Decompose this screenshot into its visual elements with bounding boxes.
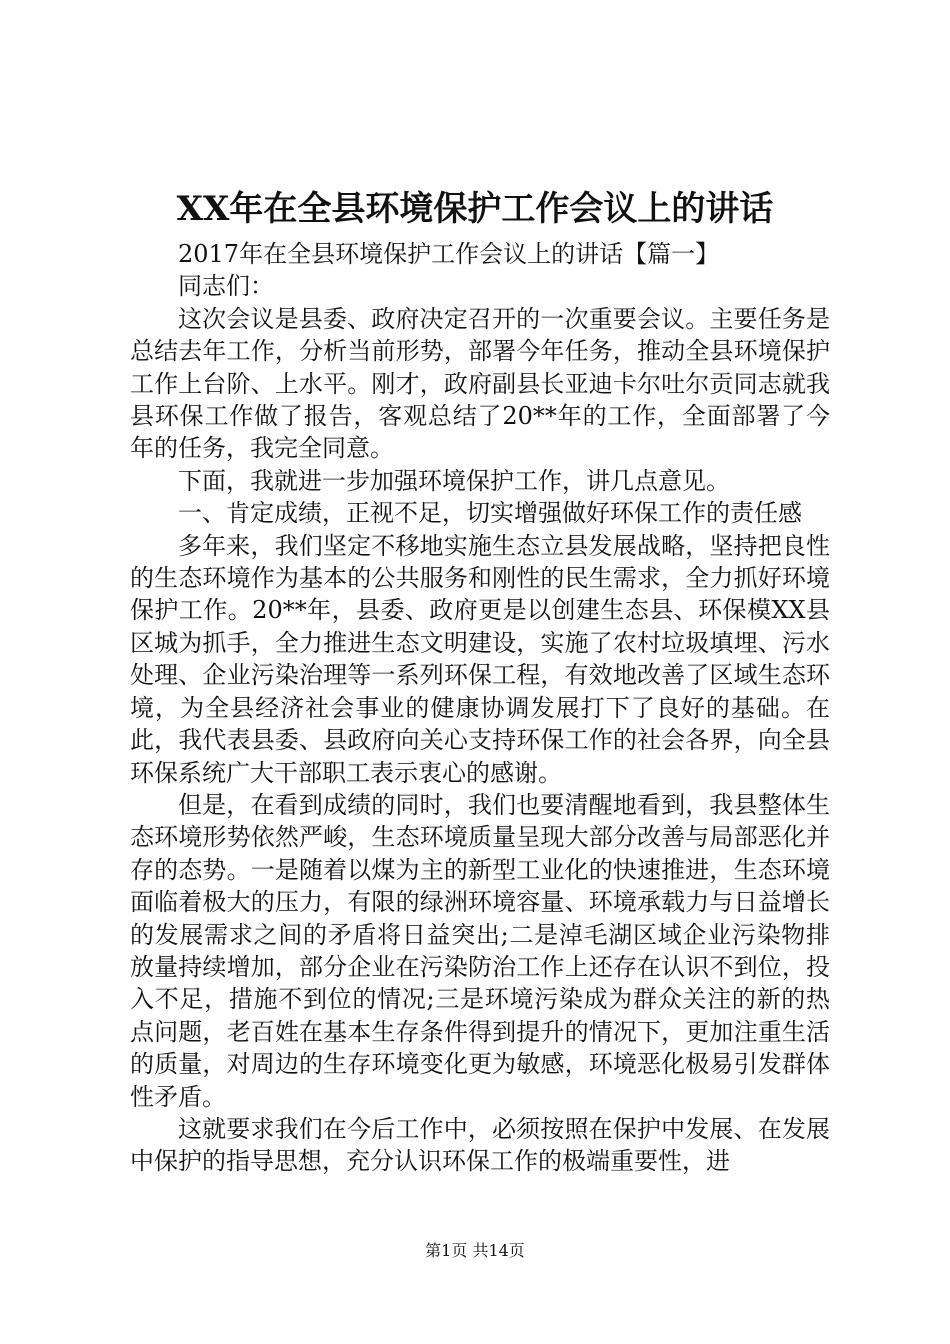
page-footer: 第1页 共14页: [425, 1241, 525, 1260]
paragraph: 这次会议是县委、政府决定召开的一次重要会议。主要任务是总结去年工作，分析当前形势，部署今年任务，推动全县环境保护工作上台阶、上水平。刚才，政府副县长亚迪卡尔吐尔贡同志就我县环保工作做了报告，客观总结了20**年的工作，全面部署了今年的任务，我完全同意。: [130, 304, 830, 463]
paragraph: 下面，我就进一步加强环境保护工作，讲几点意见。: [178, 466, 730, 495]
subheading: 一、肯定成绩，正视不足，切实增强做好环保工作的责任感: [178, 499, 802, 528]
paragraph: 多年来，我们坚定不移地实施生态立县发展战略，坚持把良性的生态环境作为基本的公共服务和刚性的民生需求，全力抓好环境保护工作。20**年，县委、政府更是以创建生态县、环保模XX县区城为抓手，全力推进生态文明建设，实施了农村垃圾填埋、污水处理、企业污染治理等一系列环保工程，有效地改善了区域生态环境，为全县经济社会事业的健康协调发展打下了良好的基础。在此，我代表县委、县政府向关心支持环保工作的社会各界，向全县环保系统广大干部职工表示衷心的感谢。: [130, 531, 830, 787]
salutation: 同志们：: [178, 272, 274, 301]
paragraph: 这就要求我们在今后工作中，必须按照在保护中发展、在发展中保护的指导思想，充分认识环保工作的极端重要性，进: [130, 1114, 830, 1176]
document-body: [130, 238, 830, 1178]
section-heading: 2017年在全县环境保护工作会议上的讲话【篇一】: [178, 240, 720, 268]
document-title: XX年在全县环境保护工作会议上的讲话: [176, 189, 774, 229]
paragraph: 但是，在看到成绩的同时，我们也要清醒地看到，我县整体生态环境形势依然严峻，生态环境质量呈现大部分改善与局部恶化并存的态势。一是随着以煤为主的新型工业化的快速推进，生态环境面临着极大的压力，有限的绿洲环境容量、环境承载力与日益增长的发展需求之间的矛盾将日益突出;二是淖毛湖区域企业污染物排放量持续增加，部分企业在污染防治工作上还存在认识不到位，投入不足，措施不到位的情况;三是环境污染成为群众关注的新的热点问题，老百姓在基本生存条件得到提升的情况下，更加注重生活的质量，对周边的生存环境变化更为敏感，环境恶化极易引发群体性矛盾。: [130, 790, 830, 1111]
